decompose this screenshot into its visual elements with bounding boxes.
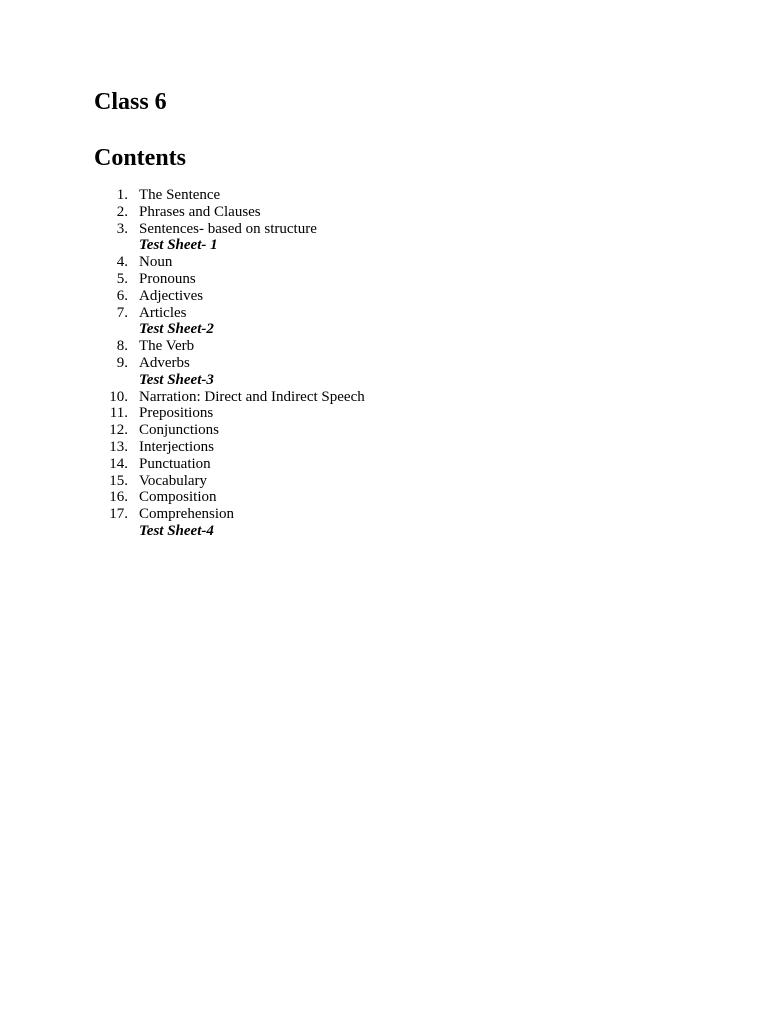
toc-label: Adverbs: [139, 354, 190, 371]
toc-item: [0, 254, 768, 271]
toc-label: Adjectives: [139, 287, 204, 304]
toc-number: 9.: [116, 354, 128, 371]
toc-item: [0, 355, 768, 372]
toc-item: [0, 271, 768, 288]
toc-number: 7.: [116, 304, 128, 321]
toc-number: 16.: [109, 489, 128, 506]
contents-title: Contents: [94, 145, 187, 171]
toc-number: 5.: [116, 270, 128, 287]
toc-label: Pronouns: [139, 270, 196, 287]
toc-label: The Sentence: [139, 187, 221, 203]
toc-number: 11.: [109, 405, 128, 422]
toc-test-sheet-label: Test Sheet-3: [139, 371, 214, 388]
toc-number: 12.: [109, 422, 128, 439]
toc-item: [0, 439, 768, 456]
toc-number: 6.: [116, 287, 128, 304]
toc-label: Composition: [139, 489, 217, 506]
toc-number: 1.: [116, 187, 128, 203]
toc-number: 2.: [116, 203, 128, 220]
toc-label: Noun: [139, 254, 173, 271]
toc-test-sheet-label: Test Sheet-4: [139, 522, 214, 539]
toc-test-sheet-label: Test Sheet-2: [139, 321, 214, 338]
toc-number: 3.: [116, 220, 128, 237]
toc-label: Interjections: [139, 438, 214, 455]
toc-label: Punctuation: [139, 455, 211, 472]
toc-item: [0, 204, 768, 221]
toc-label: Conjunctions: [139, 422, 220, 439]
toc-label: The Verb: [139, 338, 195, 355]
toc-test-sheet: [0, 523, 768, 540]
toc-label: Narration: Direct and Indirect Speech: [139, 388, 365, 405]
toc-item: [0, 288, 768, 305]
table-of-contents: [0, 187, 768, 540]
toc-item: [0, 305, 768, 322]
toc-number: 8.: [116, 338, 128, 355]
toc-number: 15.: [109, 472, 128, 489]
toc-item: [0, 473, 768, 490]
toc-label: Comprehension: [139, 506, 234, 523]
toc-item: [0, 506, 768, 523]
class-title: Class 6: [94, 89, 167, 115]
toc-item: [0, 187, 768, 204]
toc-item: [0, 456, 768, 473]
toc-label: Vocabulary: [139, 472, 208, 489]
toc-item: [0, 489, 768, 506]
toc-label: Prepositions: [139, 405, 214, 422]
toc-item: [0, 221, 768, 238]
toc-label: Articles: [139, 304, 187, 321]
toc-test-sheet-label: Test Sheet- 1: [139, 237, 218, 254]
toc-number: 13.: [109, 438, 128, 455]
toc-number: 17.: [109, 506, 128, 523]
toc-item: [0, 338, 768, 355]
toc-item: [0, 405, 768, 422]
toc-item: [0, 389, 768, 406]
toc-number: 4.: [116, 254, 128, 271]
toc-number: 14.: [109, 455, 128, 472]
toc-label: Sentences- based on structure: [139, 220, 317, 237]
toc-number: 10.: [109, 388, 128, 405]
toc-test-sheet: [0, 372, 768, 389]
toc-item: [0, 422, 768, 439]
toc-label: Phrases and Clauses: [139, 203, 261, 220]
toc-test-sheet: [0, 237, 768, 254]
toc-test-sheet: [0, 321, 768, 338]
